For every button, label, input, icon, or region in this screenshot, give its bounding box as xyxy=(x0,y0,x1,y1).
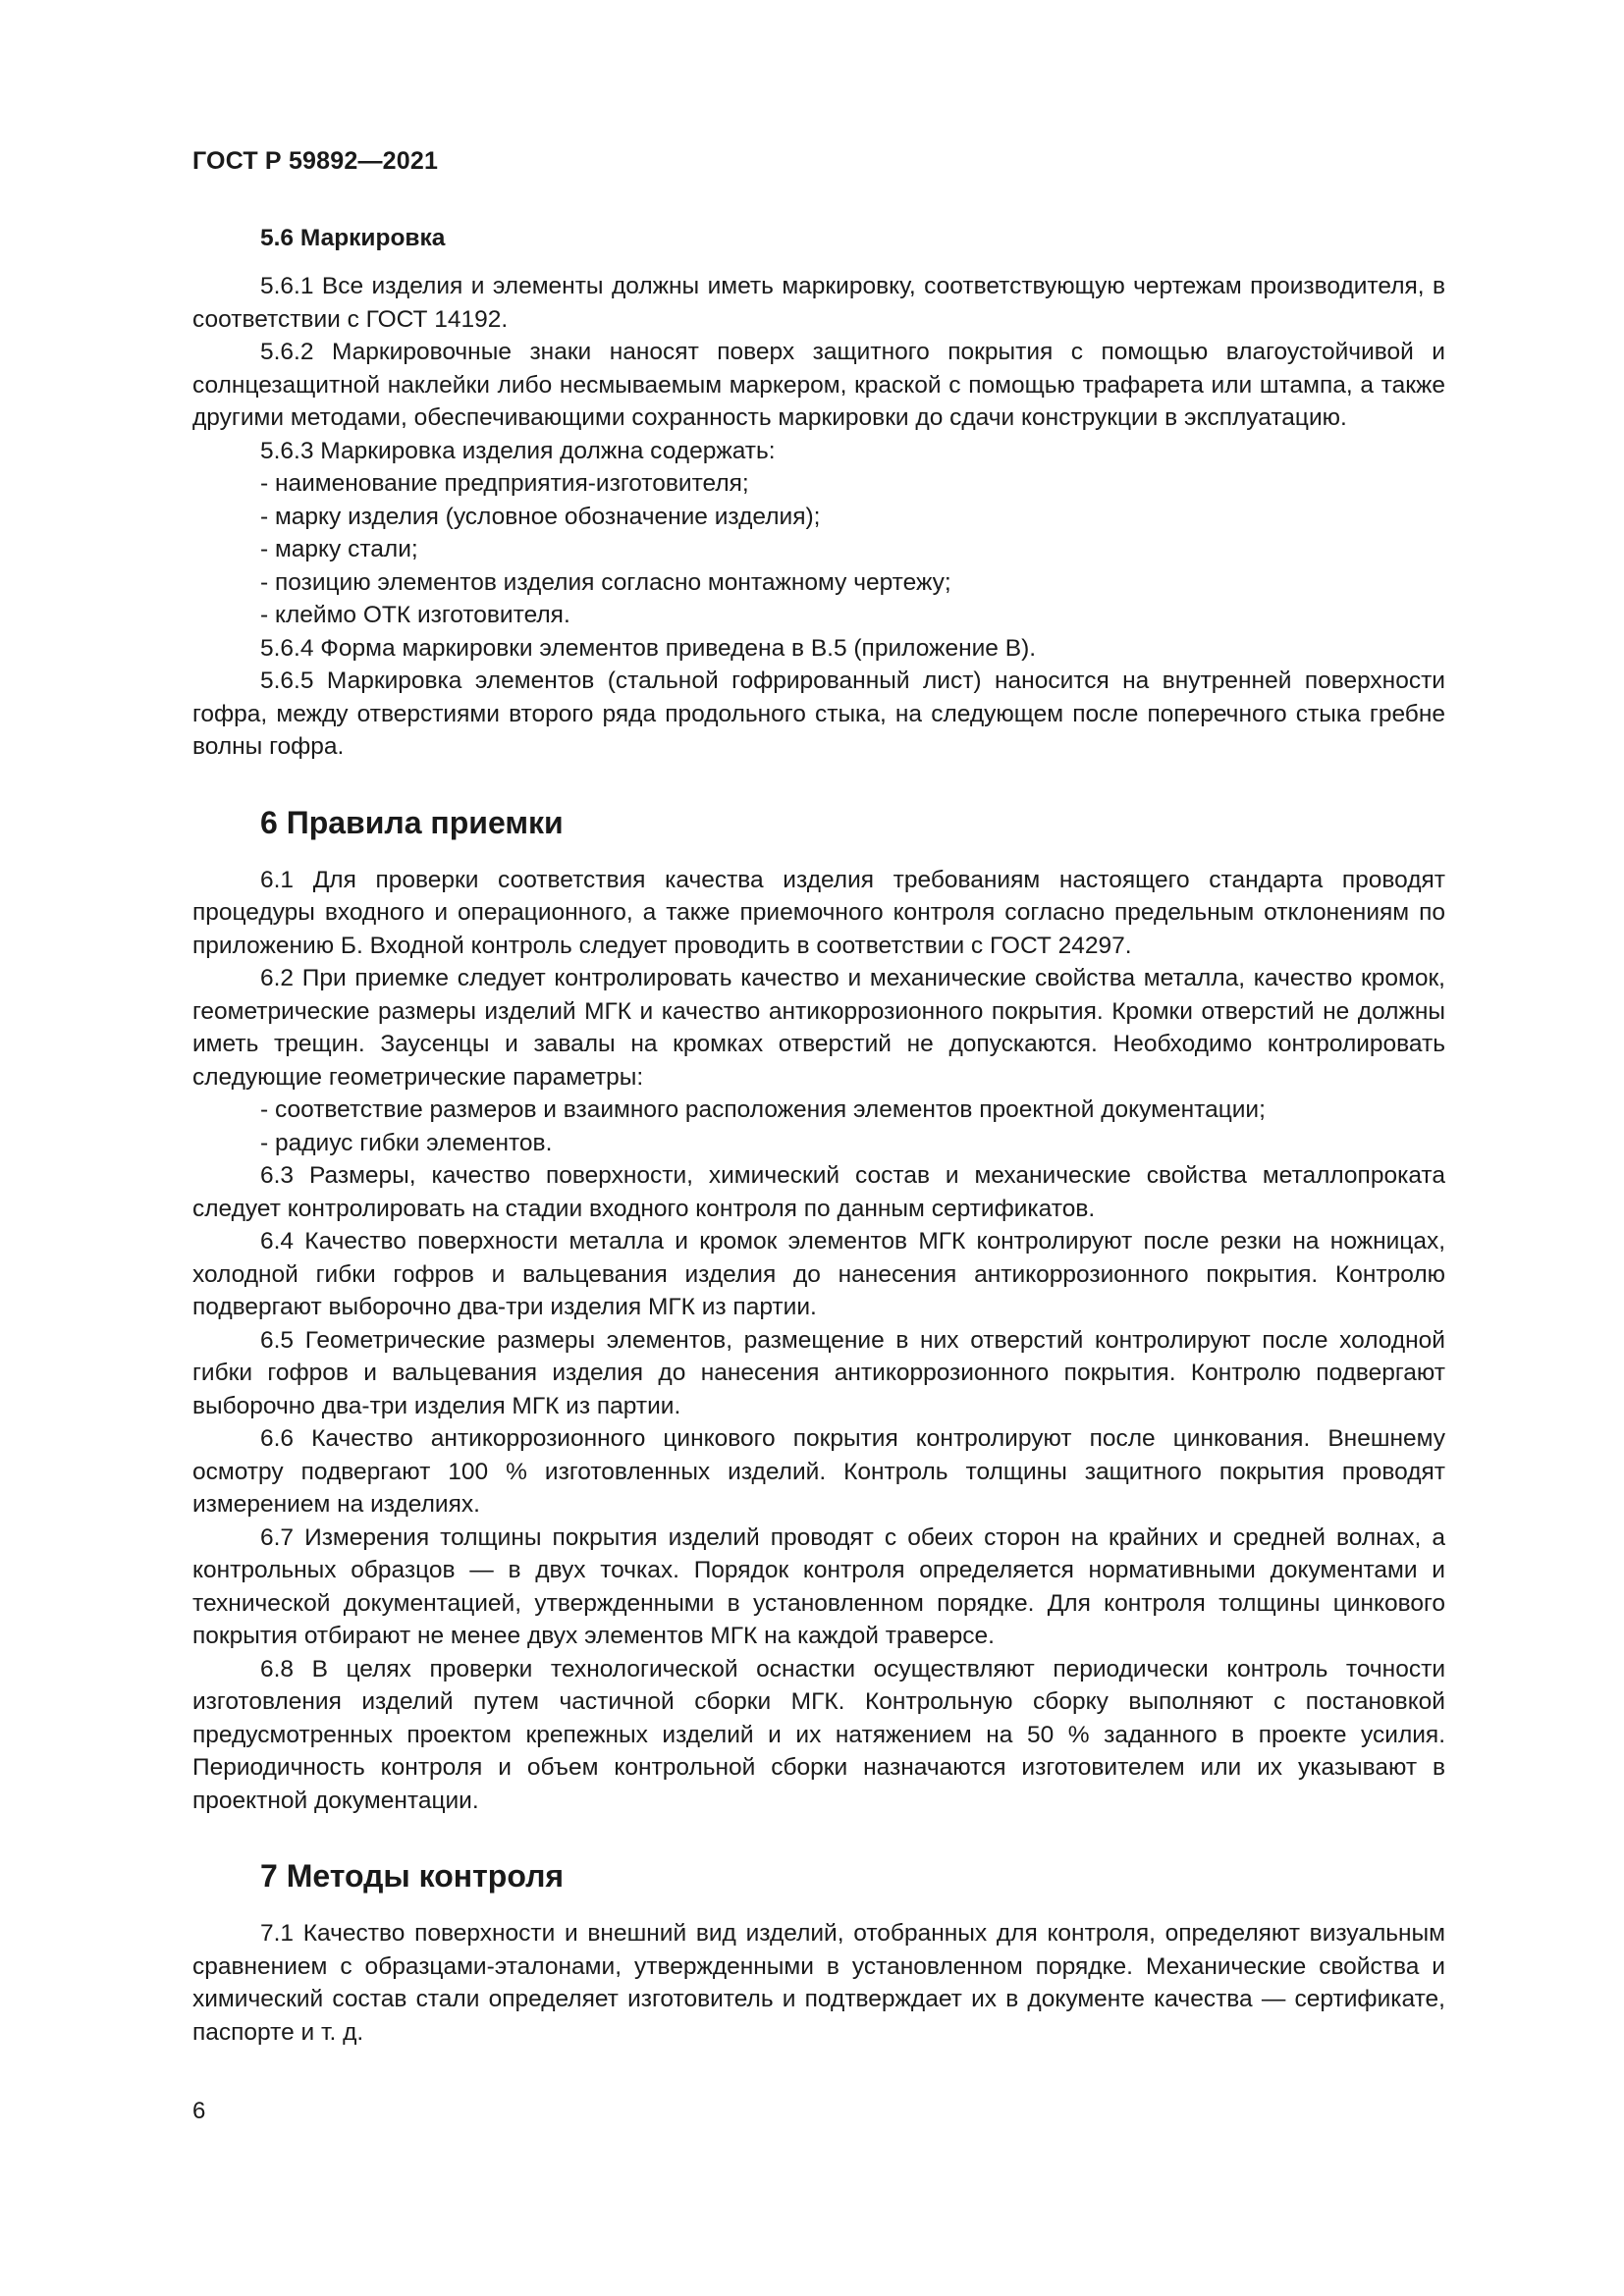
paragraph-6-2: 6.2 При приемке следует контролировать качество и механические свойства металла, качество кромок, геометрические размеры изделий МГК и качество антикоррозионного покрытия. Кромки отверстий не должны иметь трещин. Заусенцы и завалы на кромках отверстий не допускаются. Необходимо контролировать следующие геометрические параметры: xyxy=(192,965,1445,1091)
section-6-heading: 6 Правила приемки xyxy=(260,804,564,840)
list-item: - соответствие размеров и взаимного расположения элементов проектной документации; xyxy=(260,1096,1266,1123)
list-item: - радиус гибки элементов. xyxy=(260,1129,553,1156)
document-code-header: ГОСТ Р 59892—2021 xyxy=(192,147,439,175)
paragraph-6-1: 6.1 Для проверки соответствия качества изделия требованиям настоящего стандарта проводят процедуры входного и операционного, а также приемочного контроля согласно предельным отклонениям по приложению Б. Входной контроль следует проводить в соответствии с ГОСТ 24297. xyxy=(192,866,1445,959)
list-item: - наименование предприятия-изготовителя; xyxy=(260,470,749,497)
section-7-heading: 7 Методы контроля xyxy=(260,1858,565,1894)
paragraph-6-3: 6.3 Размеры, качество поверхности, химический состав и механические свойства металлопроката следует контролировать на стадии входного контроля по данным сертификатов. xyxy=(192,1162,1445,1222)
section-5-6-heading: 5.6 Маркировка xyxy=(260,225,446,251)
paragraph-5-6-3: 5.6.3 Маркировка изделия должна содержать: xyxy=(260,437,776,464)
paragraph-5-6-5: 5.6.5 Маркировка элементов (стальной гофрированный лист) наносится на внутренней поверхности гофра, между отверстиями второго ряда продольного стыка, на следующем после поперечного стыка гребне волны гофра. xyxy=(192,667,1445,760)
paragraph-6-5: 6.5 Геометрические размеры элементов, размещение в них отверстий контролируют после холодной гибки гофров и вальцевания изделия до нанесения антикоррозионного покрытия. Контролю подвергают выборочно два-три изделия МГК из партии. xyxy=(192,1326,1445,1419)
paragraph-6-4: 6.4 Качество поверхности металла и кромок элементов МГК контролируют после резки на ножницах, холодной гибки гофров и вальцевания изделия до нанесения антикоррозионного покрытия. Контролю подвергают выборочно два-три изделия МГК из партии. xyxy=(192,1228,1445,1320)
paragraph-5-6-1: 5.6.1 Все изделия и элементы должны иметь маркировку, соответствующую чертежам производителя, в соответствии с ГОСТ 14192. xyxy=(192,273,1445,333)
paragraph-6-6: 6.6 Качество антикоррозионного цинкового покрытия контролируют после цинкования. Внешнему осмотру подвергают 100 % изготовленных изделий. Контроль толщины защитного покрытия проводят измерением на изделиях. xyxy=(192,1425,1445,1518)
paragraph-6-8: 6.8 В целях проверки технологической оснастки осуществляют периодически контроль точности изготовления изделий путем частичной сборки МГК. Контрольную сборку выполняют с постановкой предусмотренных проектом крепежных изделий и их натяжением на 50 % заданного в проекте усилия. Периодичность контроля и объем контрольной сборки назначаются изготовителем или их указывают в проектной документации. xyxy=(192,1655,1445,1814)
paragraph-6-7: 6.7 Измерения толщины покрытия изделий проводят с обеих сторон на крайних и средней волнах, а контрольных образцов — в двух точках. Порядок контроля определяется нормативными документами и технической документацией, утвержденными в установленном порядке. Для контроля толщины цинкового покрытия отбирают не менее двух элементов МГК на каждой траверсе. xyxy=(192,1523,1445,1649)
list-item: - марку изделия (условное обозначение изделия); xyxy=(260,503,821,530)
list-item: - позицию элементов изделия согласно монтажному чертежу; xyxy=(260,568,951,596)
list-item: - марку стали; xyxy=(260,536,418,562)
list-item: - клеймо ОТК изготовителя. xyxy=(260,602,570,628)
paragraph-5-6-2: 5.6.2 Маркировочные знаки наносят поверх защитного покрытия с помощью влагоустойчивой и солнцезащитной наклейки либо несмываемым маркером, краской с помощью трафарета или штампа, а также другими методами, обеспечивающими сохранность маркировки до сдачи конструкции в эксплуатацию. xyxy=(192,339,1445,431)
paragraph-7-1: 7.1 Качество поверхности и внешний вид изделий, отобранных для контроля, определяют визуальным сравнением с образцами-эталонами, утвержденными в установленном порядке. Механические свойства и химический состав стали определяет изготовитель и подтверждает их в документе качества — сертификате, паспорте и т. д. xyxy=(192,1920,1445,2046)
paragraph-5-6-4: 5.6.4 Форма маркировки элементов приведена в В.5 (приложение В). xyxy=(260,634,1037,662)
page-number: 6 xyxy=(192,2098,206,2124)
page-content xyxy=(192,222,1445,2049)
